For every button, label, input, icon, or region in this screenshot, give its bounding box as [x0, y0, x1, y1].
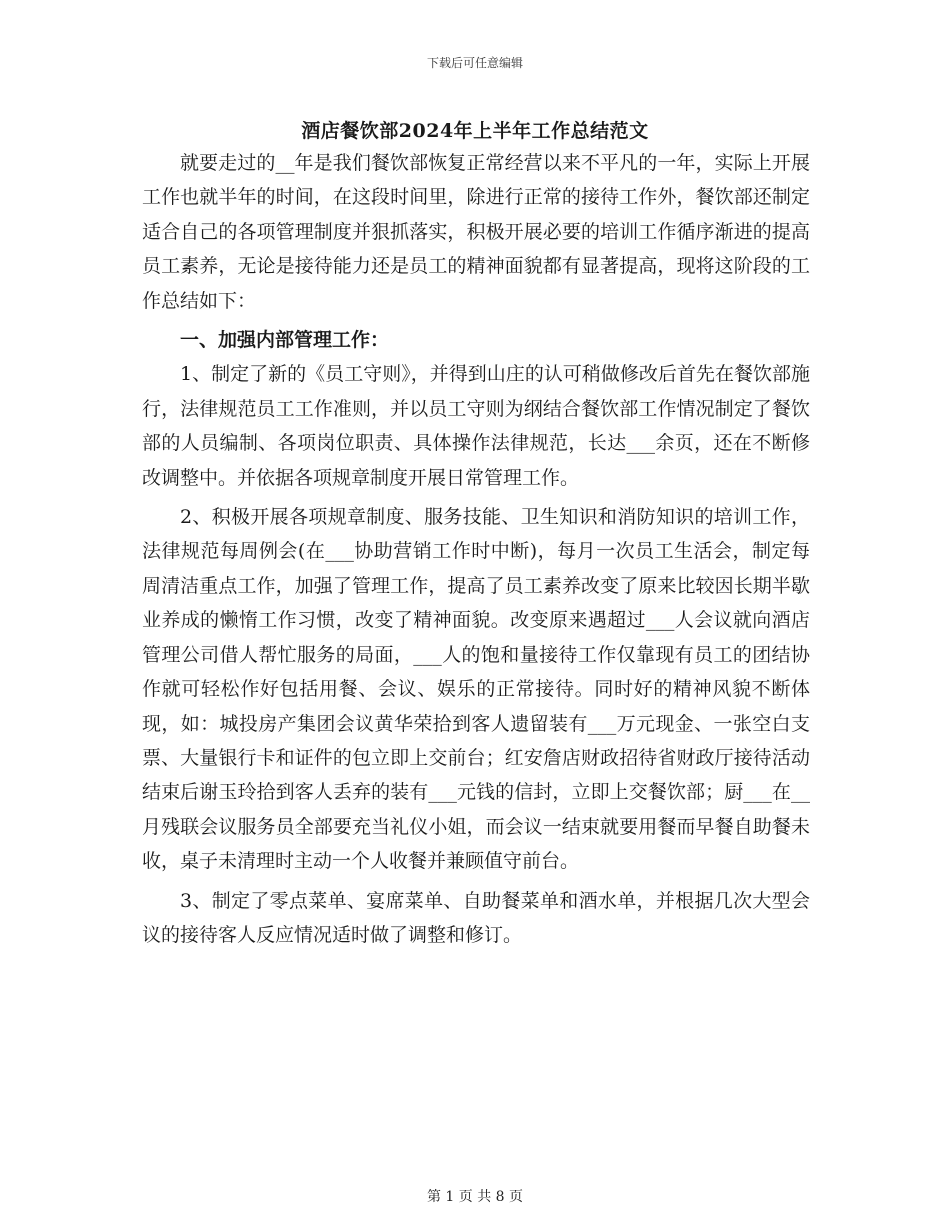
section-heading: 一、加强内部管理工作： [180, 329, 390, 352]
body-paragraph-2: 2、积极开展各项规章制度、服务技能、卫生知识和消防知识的培训工作，法律规范每周例会(在___协助营销工作时中断)，每月一次员工生活会，制定每周清洁重点工作，加强了管理工作，提高了员工素养改变了原来比较因长期半歇业养成的懒惰工作习惯，改变了精神面貌。改变原来遇超过___人会议就向酒店管理公司借人帮忙服务的局面，___人的饱和量接待工作仅靠现有员工的团结协作就可轻松作好包括用餐、会议、娱乐的正常接待。同时好的精神风貌不断体现，如：城投房产集团会议黄华荣拾到客人遗留装有___万元现金、一张空白支票、大量银行卡和证件的包立即上交前台；红安詹店财政招待省财政厅接待活动结束后谢玉玲拾到客人丢弃的装有___元钱的信封，立即上交餐饮部；厨___在__月残联会议服务员全部要充当礼仪小姐，而会议一结束就要用餐而早餐自助餐未收，桌子未清理时主动一个人收餐并兼顾值守前台。 [142, 506, 810, 873]
page-number: 第 1 页 共 8 页 [426, 1189, 524, 1205]
body-paragraph-3: 3、制定了零点菜单、宴席菜单、自助餐菜单和酒水单，并根据几次大型会议的接待客人反应情况适时做了调整和修订。 [142, 889, 810, 946]
document-title: 酒店餐饮部2024年上半年工作总结范文 [301, 120, 649, 142]
header-note: 下载后可任意编辑 [426, 56, 523, 70]
body-paragraph-1: 1、制定了新的《员工守则》，并得到山庄的认可稍做修改后首先在餐饮部施行，法律规范员工工作准则，并以员工守则为纲结合餐饮部工作情况制定了餐饮部的人员编制、各项岗位职责、具体操作法律规范，长达___余页，还在不断修改调整中。并依据各项规章制度开展日常管理工作。 [142, 363, 810, 489]
intro-paragraph: 就要走过的__年是我们餐饮部恢复正常经营以来不平凡的一年，实际上开展工作也就半年的时间，在这段时间里，除进行正常的接待工作外，餐饮部还制定适合自己的各项管理制度并狠抓落实，积极开展必要的培训工作循序渐进的提高员工素养，无论是接待能力还是员工的精神面貌都有显著提高，现将这阶段的工作总结如下： [142, 152, 810, 312]
document-body [142, 146, 810, 952]
